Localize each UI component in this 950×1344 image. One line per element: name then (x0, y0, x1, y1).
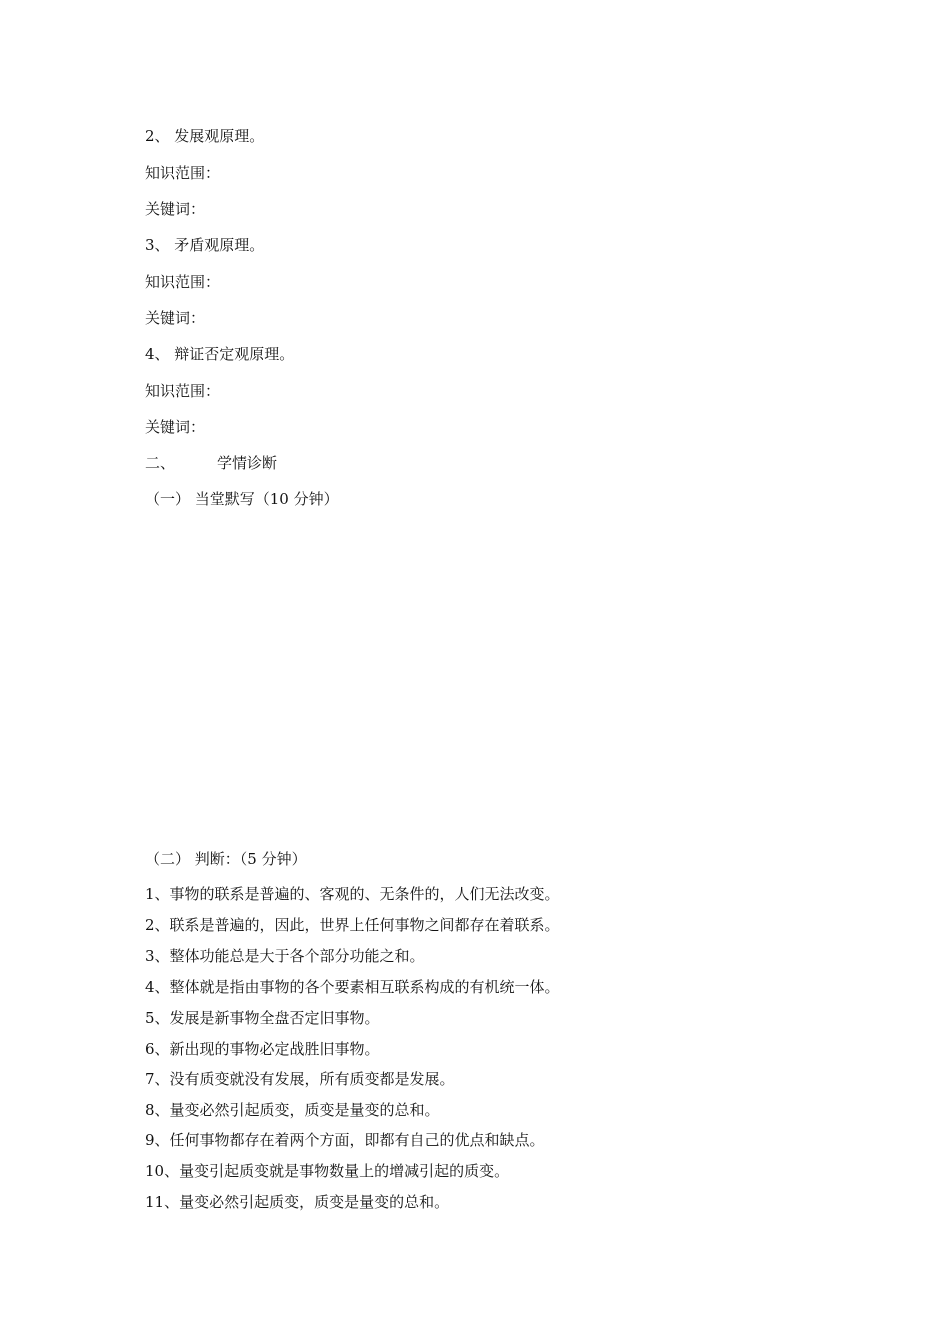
item-2-keyword-label: 关键词： (145, 200, 206, 218)
item-3-scope-label: 知识范围： (145, 273, 221, 291)
statement-item: 9、任何事物都存在着两个方面，即都有自己的优点和缺点。 (145, 1131, 545, 1149)
statement-item: 3、整体功能总是大于各个部分功能之和。 (145, 947, 425, 965)
statement-item: 11、量变必然引起质变，质变是量变的总和。 (145, 1193, 450, 1211)
section-2-title: 学情诊断 (217, 454, 278, 472)
item-4-title: 4、 辩证否定观原理。 (145, 345, 295, 363)
subsection-dictation: （一） 当堂默写（10 分钟） (145, 490, 339, 508)
item-3-keyword-label: 关键词： (145, 309, 206, 327)
statement-item: 8、量变必然引起质变，质变是量变的总和。 (145, 1101, 440, 1119)
item-4-keyword-label: 关键词： (145, 418, 206, 436)
statement-item: 4、整体就是指由事物的各个要素相互联系构成的有机统一体。 (145, 978, 560, 996)
statement-item: 5、发展是新事物全盘否定旧事物。 (145, 1009, 380, 1027)
section-2-heading (145, 453, 277, 473)
item-4-scope-label: 知识范围： (145, 382, 221, 400)
statement-item: 2、联系是普遍的，因此，世界上任何事物之间都存在着联系。 (145, 916, 560, 934)
item-2-title: 2、 发展观原理。 (145, 127, 265, 145)
item-3-title: 3、 矛盾观原理。 (145, 236, 265, 254)
statement-item: 10、量变引起质变就是事物数量上的增减引起的质变。 (145, 1162, 510, 1180)
statement-item: 7、没有质变就没有发展，所有质变都是发展。 (145, 1070, 455, 1088)
statement-item: 1、事物的联系是普遍的、客观的、无条件的，人们无法改变。 (145, 885, 560, 903)
section-2-number: 二、 (145, 454, 176, 472)
statement-item: 6、新出现的事物必定战胜旧事物。 (145, 1040, 380, 1058)
subsection-judgement: （二） 判断：（5 分钟） (145, 850, 307, 868)
item-2-scope-label: 知识范围： (145, 164, 221, 182)
